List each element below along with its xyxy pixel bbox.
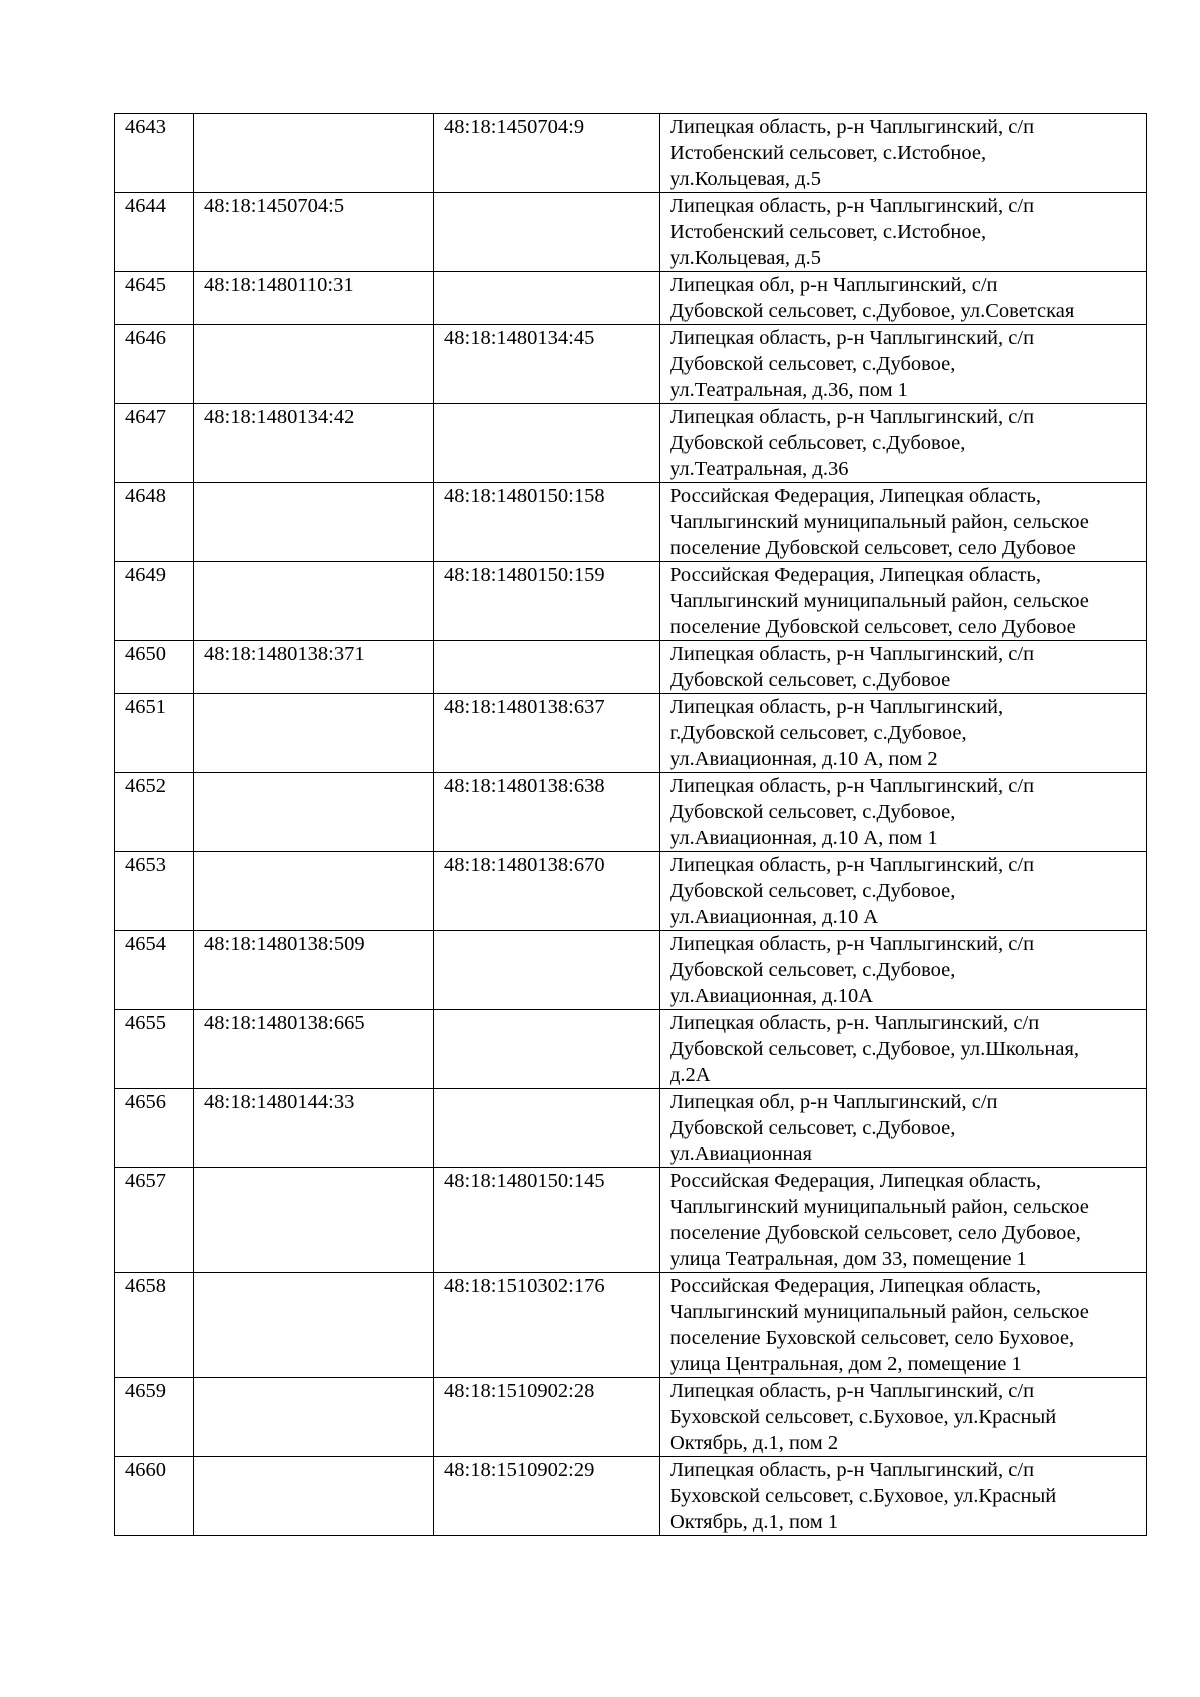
building-cadastral-number-cell: 48:18:1480138:638 bbox=[434, 773, 660, 852]
building-cadastral-number-cell bbox=[434, 404, 660, 483]
table-row bbox=[115, 325, 1147, 404]
table-row bbox=[115, 272, 1147, 325]
building-cadastral-number-cell: 48:18:1510902:28 bbox=[434, 1378, 660, 1457]
row-number-cell: 4658 bbox=[115, 1273, 194, 1378]
land-cadastral-number-cell bbox=[194, 562, 434, 641]
address-line: Липецкая обл, р-н Чаплыгинский, с/п bbox=[670, 274, 998, 296]
building-cadastral-number-cell: 48:18:1480150:158 bbox=[434, 483, 660, 562]
row-number-cell: 4654 bbox=[115, 931, 194, 1010]
address-line: Липецкая область, р-н Чаплыгинский, с/п bbox=[670, 854, 1035, 876]
row-number-cell: 4657 bbox=[115, 1168, 194, 1273]
row-number-cell: 4656 bbox=[115, 1089, 194, 1168]
address-line: ул.Кольцевая, д.5 bbox=[670, 168, 821, 190]
land-cadastral-number-cell bbox=[194, 1273, 434, 1378]
address-cell bbox=[660, 641, 1147, 694]
address-line: Дубовской сельсовет, с.Дубовое, ул.Школьная, bbox=[670, 1038, 1080, 1060]
address-line: Буховской сельсовет, с.Буховое, ул.Красный bbox=[670, 1406, 1057, 1428]
address-cell bbox=[660, 483, 1147, 562]
row-number-cell: 4650 bbox=[115, 641, 194, 694]
address-line: Дубовской сельсовет, с.Дубовое, ул.Советская bbox=[670, 300, 1075, 322]
building-cadastral-number-cell: 48:18:1510902:29 bbox=[434, 1457, 660, 1536]
table-row bbox=[115, 852, 1147, 931]
address-line: ул.Театральная, д.36, пом 1 bbox=[670, 379, 908, 401]
building-cadastral-number-cell: 48:18:1480138:670 bbox=[434, 852, 660, 931]
table-row bbox=[115, 1168, 1147, 1273]
table-row bbox=[115, 562, 1147, 641]
row-number-cell: 4660 bbox=[115, 1457, 194, 1536]
table-row bbox=[115, 1010, 1147, 1089]
row-number-cell: 4646 bbox=[115, 325, 194, 404]
address-line: Дубовской сельсовет, с.Дубовое, bbox=[670, 353, 956, 375]
row-number-cell: 4648 bbox=[115, 483, 194, 562]
building-cadastral-number-cell: 48:18:1450704:9 bbox=[434, 114, 660, 193]
address-line: ул.Авиационная, д.10 А bbox=[670, 906, 879, 928]
address-line: Липецкая область, р-н Чаплыгинский, с/п bbox=[670, 116, 1035, 138]
address-line: Российская Федерация, Липецкая область, bbox=[670, 1170, 1041, 1192]
address-cell bbox=[660, 404, 1147, 483]
address-cell bbox=[660, 852, 1147, 931]
row-number-cell: 4655 bbox=[115, 1010, 194, 1089]
address-line: Липецкая область, р-н Чаплыгинский, с/п bbox=[670, 1459, 1035, 1481]
address-line: Чаплыгинский муниципальный район, сельское bbox=[670, 1301, 1089, 1323]
address-cell bbox=[660, 1378, 1147, 1457]
address-cell bbox=[660, 1089, 1147, 1168]
row-number-cell: 4645 bbox=[115, 272, 194, 325]
address-line: поселение Буховской сельсовет, село Буховое, bbox=[670, 1327, 1075, 1349]
address-cell bbox=[660, 193, 1147, 272]
row-number-cell: 4652 bbox=[115, 773, 194, 852]
building-cadastral-number-cell: 48:18:1480150:159 bbox=[434, 562, 660, 641]
address-line: Липецкая область, р-н Чаплыгинский, с/п bbox=[670, 1380, 1035, 1402]
address-cell bbox=[660, 325, 1147, 404]
table-row bbox=[115, 193, 1147, 272]
address-line: д.2А bbox=[670, 1064, 711, 1086]
land-cadastral-number-cell bbox=[194, 483, 434, 562]
row-number-cell: 4643 bbox=[115, 114, 194, 193]
address-line: Липецкая область, р-н Чаплыгинский, с/п bbox=[670, 327, 1035, 349]
row-number-cell: 4644 bbox=[115, 193, 194, 272]
address-line: Российская Федерация, Липецкая область, bbox=[670, 485, 1041, 507]
table-row bbox=[115, 114, 1147, 193]
address-line: Чаплыгинский муниципальный район, сельское bbox=[670, 1196, 1089, 1218]
table-row bbox=[115, 773, 1147, 852]
address-line: поселение Дубовской сельсовет, село Дубовое bbox=[670, 537, 1076, 559]
address-line: Дубовской сельсовет, с.Дубовое, bbox=[670, 880, 956, 902]
address-cell bbox=[660, 1168, 1147, 1273]
address-line: Дубовской сельсовет, с.Дубовое, bbox=[670, 959, 956, 981]
land-cadastral-number-cell bbox=[194, 325, 434, 404]
table-row bbox=[115, 483, 1147, 562]
building-cadastral-number-cell bbox=[434, 272, 660, 325]
land-cadastral-number-cell: 48:18:1450704:5 bbox=[194, 193, 434, 272]
address-line: Дубовской сельсовет, с.Дубовое, bbox=[670, 1117, 956, 1139]
table-row bbox=[115, 694, 1147, 773]
table-row bbox=[115, 404, 1147, 483]
land-cadastral-number-cell: 48:18:1480138:665 bbox=[194, 1010, 434, 1089]
address-line: Липецкая обл, р-н Чаплыгинский, с/п bbox=[670, 1091, 998, 1113]
address-line: Липецкая область, р-н Чаплыгинский, с/п bbox=[670, 933, 1035, 955]
address-line: Липецкая область, р-н Чаплыгинский, с/п bbox=[670, 775, 1035, 797]
address-cell bbox=[660, 562, 1147, 641]
land-cadastral-number-cell: 48:18:1480110:31 bbox=[194, 272, 434, 325]
table-row bbox=[115, 1273, 1147, 1378]
land-cadastral-number-cell bbox=[194, 1457, 434, 1536]
address-cell bbox=[660, 1010, 1147, 1089]
registry-table-body bbox=[115, 114, 1147, 1536]
address-cell bbox=[660, 1273, 1147, 1378]
building-cadastral-number-cell bbox=[434, 193, 660, 272]
row-number-cell: 4647 bbox=[115, 404, 194, 483]
land-cadastral-number-cell bbox=[194, 114, 434, 193]
address-line: Липецкая область, р-н Чаплыгинский, с/п bbox=[670, 406, 1035, 428]
address-line: ул.Авиационная bbox=[670, 1143, 812, 1165]
address-line: Липецкая область, р-н Чаплыгинский, bbox=[670, 696, 1004, 718]
address-line: Чаплыгинский муниципальный район, сельское bbox=[670, 511, 1089, 533]
address-line: поселение Дубовской сельсовет, село Дубовое bbox=[670, 616, 1076, 638]
land-cadastral-number-cell bbox=[194, 773, 434, 852]
land-cadastral-number-cell bbox=[194, 1168, 434, 1273]
table-row bbox=[115, 641, 1147, 694]
address-cell bbox=[660, 114, 1147, 193]
land-cadastral-number-cell: 48:18:1480138:371 bbox=[194, 641, 434, 694]
table-row bbox=[115, 1089, 1147, 1168]
address-line: Чаплыгинский муниципальный район, сельское bbox=[670, 590, 1089, 612]
building-cadastral-number-cell: 48:18:1480150:145 bbox=[434, 1168, 660, 1273]
address-line: Российская Федерация, Липецкая область, bbox=[670, 1275, 1041, 1297]
building-cadastral-number-cell: 48:18:1480134:45 bbox=[434, 325, 660, 404]
address-line: Октябрь, д.1, пом 1 bbox=[670, 1511, 839, 1533]
address-line: Липецкая область, р-н Чаплыгинский, с/п bbox=[670, 643, 1035, 665]
address-line: Октябрь, д.1, пом 2 bbox=[670, 1432, 839, 1454]
land-cadastral-number-cell: 48:18:1480144:33 bbox=[194, 1089, 434, 1168]
land-cadastral-number-cell bbox=[194, 852, 434, 931]
address-cell bbox=[660, 1457, 1147, 1536]
address-line: улица Центральная, дом 2, помещение 1 bbox=[670, 1353, 1022, 1375]
address-line: Истобенский сельсовет, с.Истобное, bbox=[670, 142, 987, 164]
building-cadastral-number-cell bbox=[434, 931, 660, 1010]
address-line: поселение Дубовской сельсовет, село Дубовое, bbox=[670, 1222, 1081, 1244]
table-row bbox=[115, 1457, 1147, 1536]
registry-table bbox=[114, 113, 1147, 1536]
building-cadastral-number-cell bbox=[434, 641, 660, 694]
address-line: ул.Авиационная, д.10А bbox=[670, 985, 874, 1007]
table-row bbox=[115, 931, 1147, 1010]
address-line: г.Дубовской сельсовет, с.Дубовое, bbox=[670, 722, 967, 744]
address-line: Дубовской себльсовет, с.Дубовое, bbox=[670, 432, 966, 454]
table-row bbox=[115, 1378, 1147, 1457]
address-line: Дубовской сельсовет, с.Дубовое bbox=[670, 669, 951, 691]
row-number-cell: 4651 bbox=[115, 694, 194, 773]
address-line: улица Театральная, дом 33, помещение 1 bbox=[670, 1248, 1027, 1270]
address-line: ул.Театральная, д.36 bbox=[670, 458, 849, 480]
address-cell bbox=[660, 931, 1147, 1010]
address-line: Истобенский сельсовет, с.Истобное, bbox=[670, 221, 987, 243]
address-cell bbox=[660, 272, 1147, 325]
address-line: Дубовской сельсовет, с.Дубовое, bbox=[670, 801, 956, 823]
address-line: Российская Федерация, Липецкая область, bbox=[670, 564, 1041, 586]
land-cadastral-number-cell bbox=[194, 694, 434, 773]
land-cadastral-number-cell bbox=[194, 1378, 434, 1457]
address-line: Буховской сельсовет, с.Буховое, ул.Красный bbox=[670, 1485, 1057, 1507]
building-cadastral-number-cell bbox=[434, 1089, 660, 1168]
address-line: ул.Авиационная, д.10 А, пом 1 bbox=[670, 827, 938, 849]
row-number-cell: 4659 bbox=[115, 1378, 194, 1457]
land-cadastral-number-cell: 48:18:1480134:42 bbox=[194, 404, 434, 483]
building-cadastral-number-cell bbox=[434, 1010, 660, 1089]
building-cadastral-number-cell: 48:18:1480138:637 bbox=[434, 694, 660, 773]
address-line: Липецкая область, р-н. Чаплыгинский, с/п bbox=[670, 1012, 1040, 1034]
row-number-cell: 4653 bbox=[115, 852, 194, 931]
address-cell bbox=[660, 773, 1147, 852]
address-line: ул.Авиационная, д.10 А, пом 2 bbox=[670, 748, 938, 770]
address-line: Липецкая область, р-н Чаплыгинский, с/п bbox=[670, 195, 1035, 217]
land-cadastral-number-cell: 48:18:1480138:509 bbox=[194, 931, 434, 1010]
building-cadastral-number-cell: 48:18:1510302:176 bbox=[434, 1273, 660, 1378]
address-line: ул.Кольцевая, д.5 bbox=[670, 247, 821, 269]
row-number-cell: 4649 bbox=[115, 562, 194, 641]
address-cell bbox=[660, 694, 1147, 773]
